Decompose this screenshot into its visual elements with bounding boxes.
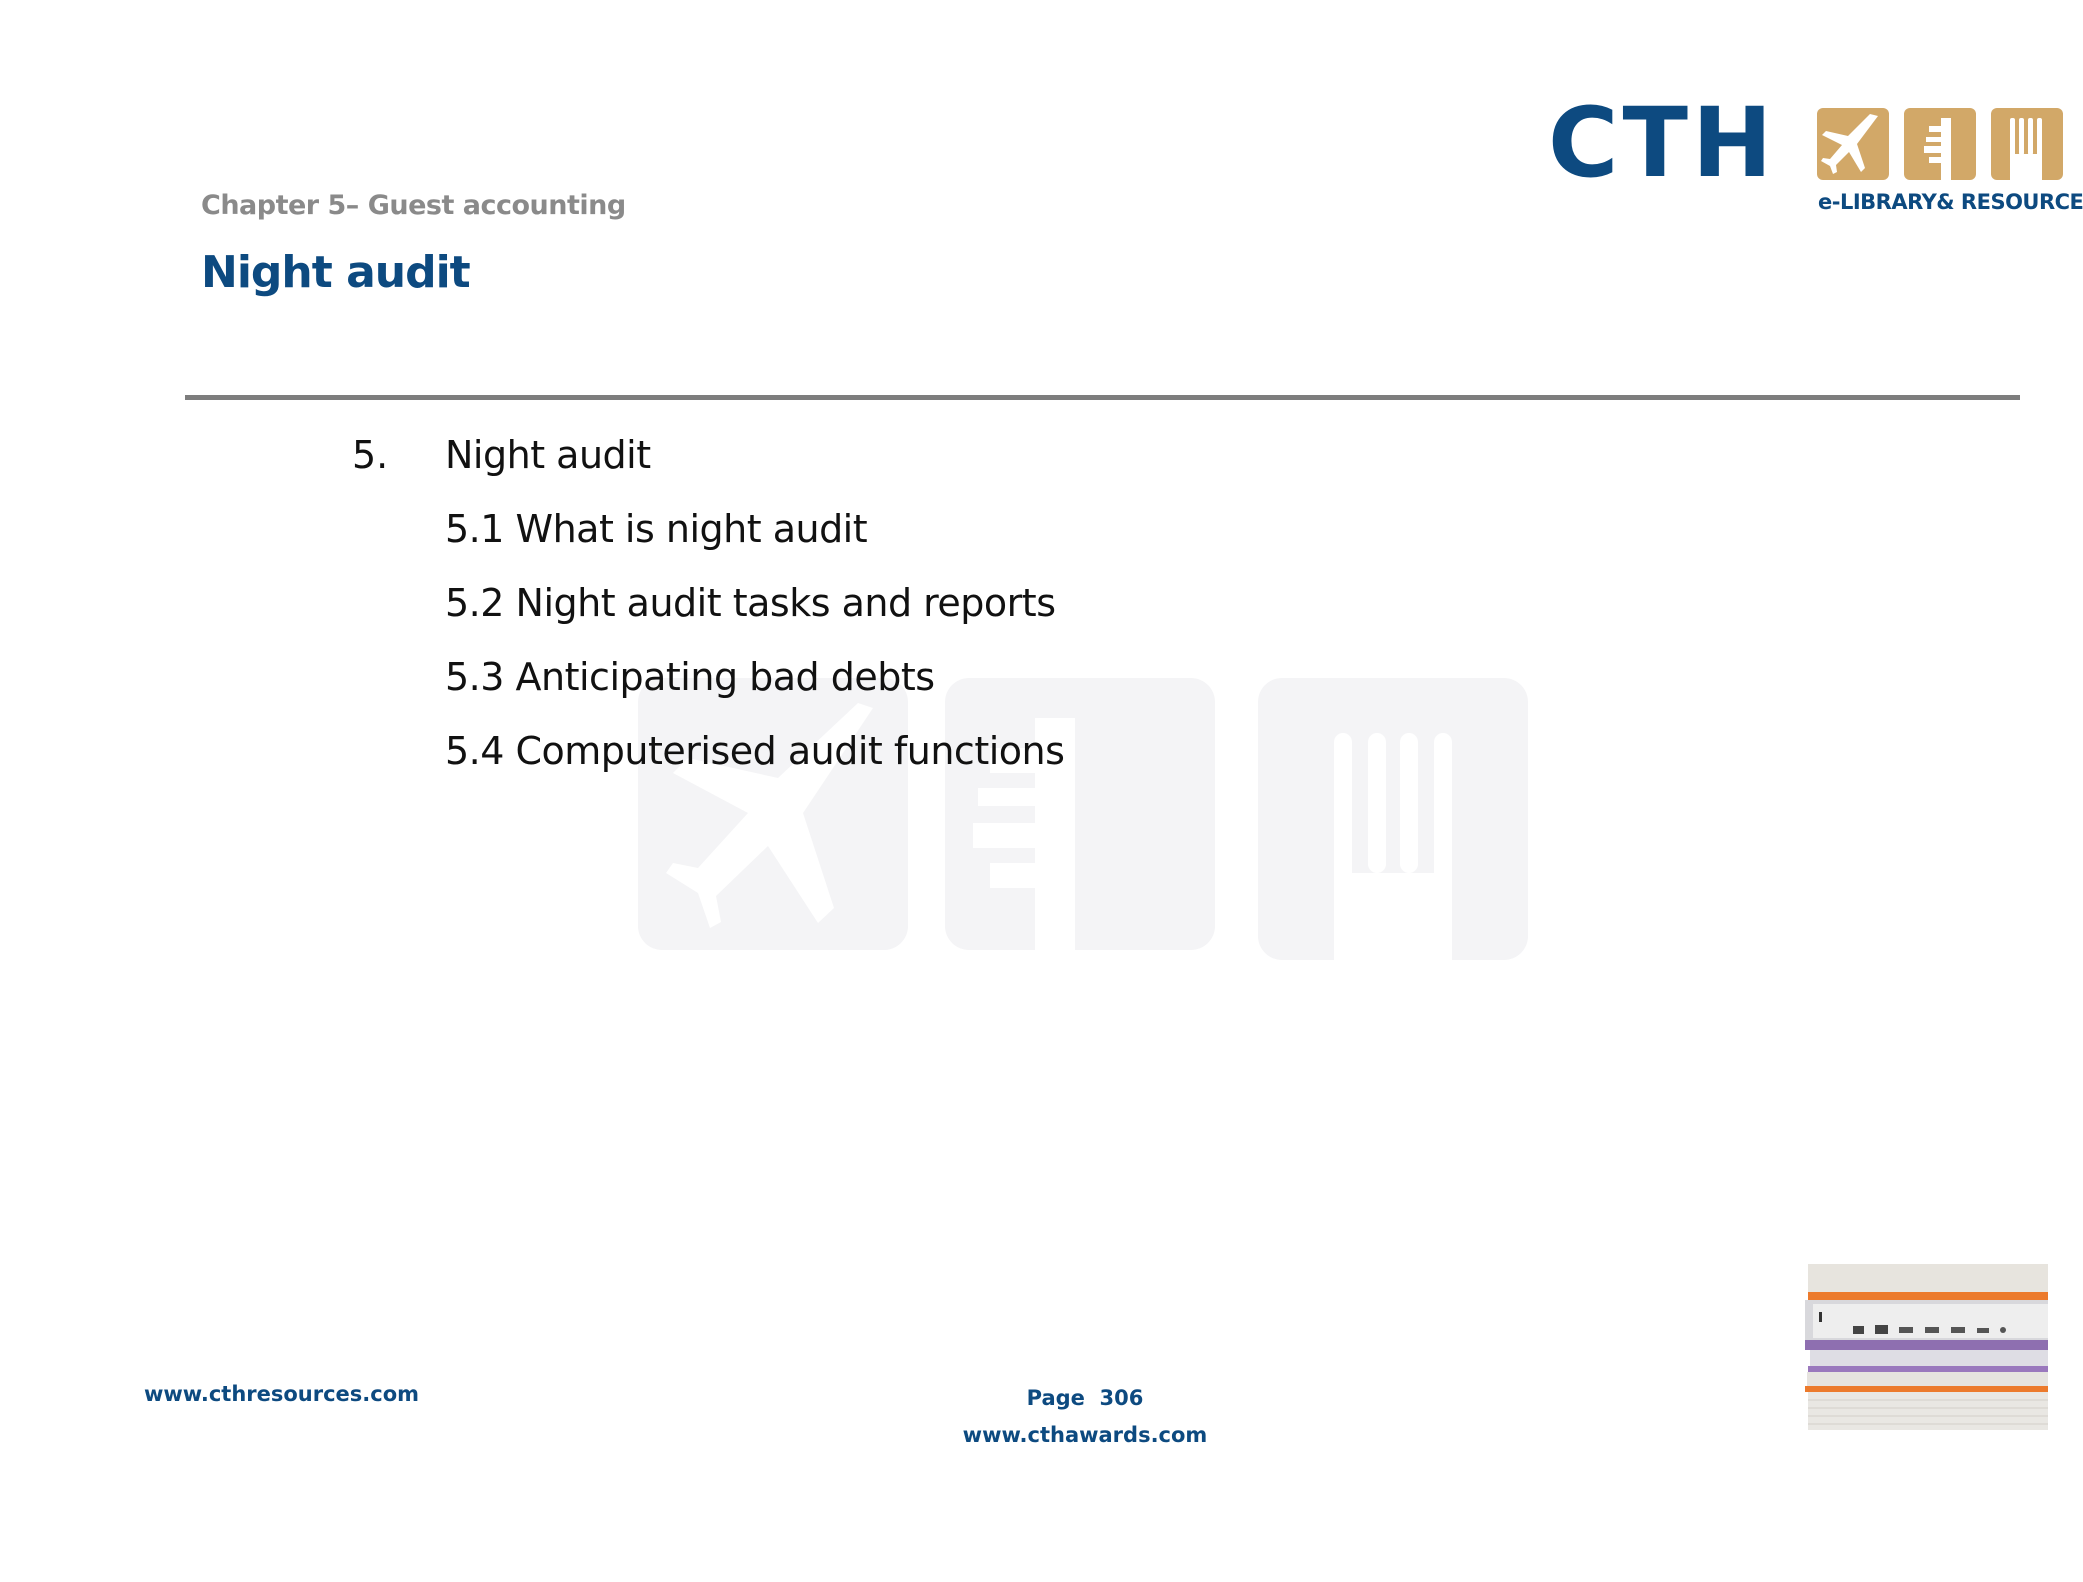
header-divider <box>185 395 2020 400</box>
logo-wordmark: CTH <box>1548 87 1777 199</box>
page-title: Night audit <box>201 247 470 298</box>
logo-subtitle: e-LIBRARY& RESOURCE <box>1818 190 2083 214</box>
footer-resources-link[interactable]: www.cthresources.com <box>144 1382 420 1406</box>
list-item: 5.4 Computerised audit functions <box>445 729 1065 773</box>
chapter-heading: Chapter 5– Guest accounting <box>201 190 626 221</box>
page-number <box>990 1386 1180 1410</box>
list-item: Night audit <box>445 433 651 477</box>
page-label: Page <box>1026 1386 1085 1410</box>
page-number-value: 306 <box>1099 1386 1144 1410</box>
watermark-logo <box>638 678 1533 960</box>
footer-awards-link[interactable]: www.cthawards.com <box>962 1423 1208 1447</box>
list-item: 5.2 Night audit tasks and reports <box>445 581 1056 625</box>
list-number: 5. <box>352 433 389 477</box>
books-image <box>1805 1262 2048 1432</box>
list-item: 5.3 Anticipating bad debts <box>445 655 935 699</box>
list-item: 5.1 What is night audit <box>445 507 868 551</box>
